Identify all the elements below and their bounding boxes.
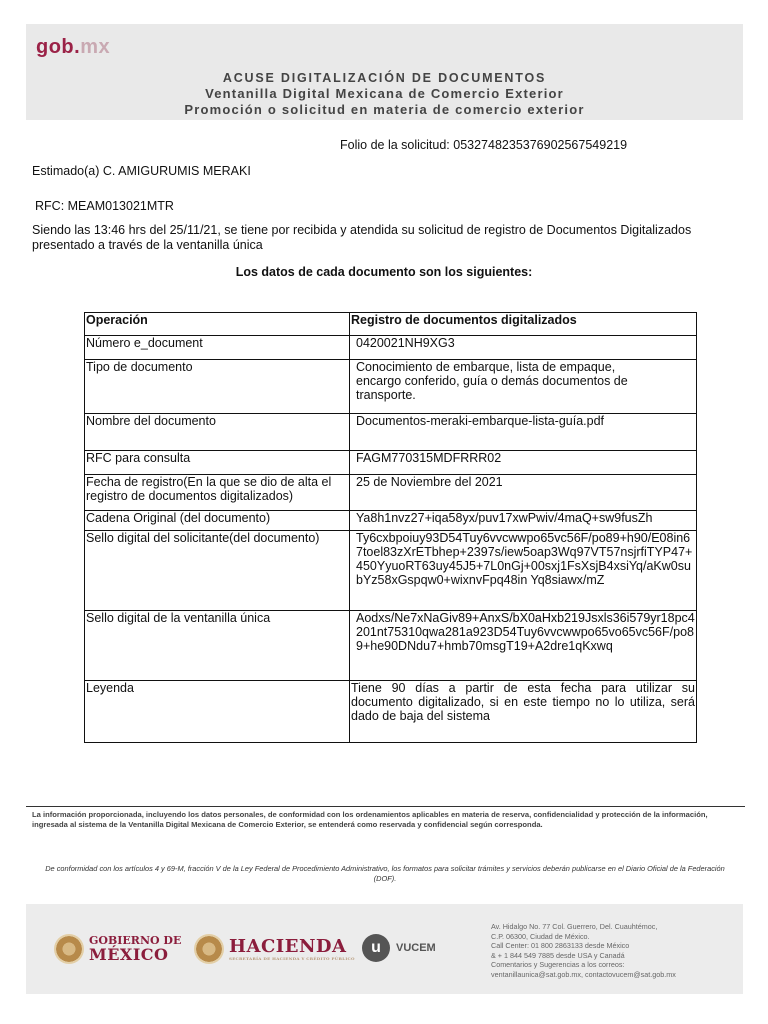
row-label: Tipo de documento xyxy=(85,360,350,414)
intro-paragraph: Siendo las 13:46 hrs del 25/11/21, se tiene por recibida y atendida su solicitud de registro de Documentos Digitalizados presentado a través de la ventanilla única xyxy=(32,223,692,252)
table-row xyxy=(85,611,697,681)
section-heading: Los datos de cada documento son los siguientes: xyxy=(235,265,533,279)
row-value: Conocimiento de embarque, lista de empaque, encargo conferido, guía o demás documentos de transporte. xyxy=(350,360,697,414)
document-subtitle: Ventanilla Digital Mexicana de Comercio Exterior xyxy=(205,86,564,101)
row-label: Leyenda xyxy=(85,681,350,743)
document-title: ACUSE DIGITALIZACIÓN DE DOCUMENTOS xyxy=(222,71,547,85)
row-value: Aodxs/Ne7xNaGiv89+AnxS/bX0aHxb219Jsxls36i579yr18pc4201nt75310qwa281a923D54Tuy6vvcwwpo65vo65vc56F/po89+he90DNdu7+hmb70msgT19+A2dre1qKxwq xyxy=(350,611,697,681)
row-value: 0420021NH9XG3 xyxy=(350,336,697,360)
vucem-u-icon: u xyxy=(362,934,390,962)
table-row xyxy=(85,511,697,531)
table-row xyxy=(85,531,697,611)
row-label: Cadena Original (del documento) xyxy=(85,511,350,531)
row-label: RFC para consulta xyxy=(85,451,350,475)
table-row xyxy=(85,681,697,743)
table-row xyxy=(85,451,697,475)
table-header-operation: Operación xyxy=(85,313,350,336)
table-row xyxy=(85,336,697,360)
document-title-block xyxy=(26,70,743,118)
table-header-row xyxy=(85,313,697,336)
row-label: Número e_document xyxy=(85,336,350,360)
table-row xyxy=(85,475,697,511)
row-value: Ty6cxbpoiuy93D54Tuy6vvcwwpo65vc56F/po89+h90/E08in67toel83zXrETbhep+2397s/iew5oap3Wq97VT57nsjrfiTYP47+450YyuoRT63uy45J5+7L0nGj+00sxj1FsXsjB4xsiYq/aKw0subYz58xGspqw0+wixnvFpq48in Yq8siawx/mZ xyxy=(350,531,697,611)
gob-mx-logo[interactable]: gob.mx xyxy=(36,36,111,58)
row-label: Sello digital de la ventanilla única xyxy=(85,611,350,681)
contact-info: Av. Hidalgo No. 77 Col. Guerrero, Del. Cuauhtémoc, C.P. 06300, Ciudad de México. Call Center: 01 800 2863133 desde México & + 1 844 549 7885 desde USA y Canadá Comentarios y Sugerencias a los correos: ventanillaunica@sat.gob.mx, contactovucem@sat.gob.mx xyxy=(491,922,731,980)
row-value: 25 de Noviembre del 2021 xyxy=(350,475,697,511)
row-value: Tiene 90 días a partir de esta fecha para utilizar su documento digitalizado, si en este tiempo no lo utiliza, será dado de baja del sistema xyxy=(350,681,697,743)
folio-number: Folio de la solicitud: 0532748235376902567549219 xyxy=(340,138,628,152)
row-value: FAGM770315MDFRRR02 xyxy=(350,451,697,475)
contact-emails[interactable]: ventanillaunica@sat.gob.mx, contactovucem@sat.gob.mx xyxy=(491,969,676,979)
legal-notice: La información proporcionada, incluyendo los datos personales, de conformidad con los ordenamientos aplicables en materia de reserva, confidencialidad y protección de la información, ingresada al sistema de la Ventanilla Digital Mexicana de Comercio Exterior, se entenderá como reservada y confidencial según corresponda. xyxy=(32,810,708,829)
row-label: Fecha de registro(En la que se dio de alta el registro de documentos digitalizados) xyxy=(85,475,350,511)
document-data-table xyxy=(84,312,697,743)
footer-divider xyxy=(26,806,745,807)
eagle-seal-icon xyxy=(54,934,84,964)
dof-notice: De conformidad con los artículos 4 y 69-M, fracción V de la Ley Federal de Procedimiento Administrativo, los formatos para solicitar trámites y servicios deberán publicarse en el Diario Oficial de la Federación (DOF). xyxy=(45,864,725,883)
table-row xyxy=(85,414,697,451)
table-header-registro: Registro de documentos digitalizados xyxy=(350,313,697,336)
row-value: Ya8h1nvz27+iqa58yx/puv17xwPwiv/4maQ+sw9fusZh xyxy=(350,511,697,531)
hacienda-logo: HACIENDA SECRETARÍA DE HACIENDA Y CRÉDITO PÚBLICO xyxy=(194,934,355,964)
row-label: Sello digital del solicitante(del documento) xyxy=(85,531,350,611)
gobierno-de-mexico-logo: GOBIERNO DE MÉXICO xyxy=(54,934,181,964)
vucem-logo: u VUCEM xyxy=(362,934,436,962)
table-row xyxy=(85,360,697,414)
greeting: Estimado(a) C. AMIGURUMIS MERAKI xyxy=(32,164,251,178)
document-subtitle-2: Promoción o solicitud en materia de comercio exterior xyxy=(184,102,585,117)
rfc-label: RFC: MEAM013021MTR xyxy=(35,199,174,213)
row-value: Documentos-meraki-embarque-lista-guía.pdf xyxy=(350,414,697,451)
row-label: Nombre del documento xyxy=(85,414,350,451)
eagle-seal-icon xyxy=(194,934,224,964)
